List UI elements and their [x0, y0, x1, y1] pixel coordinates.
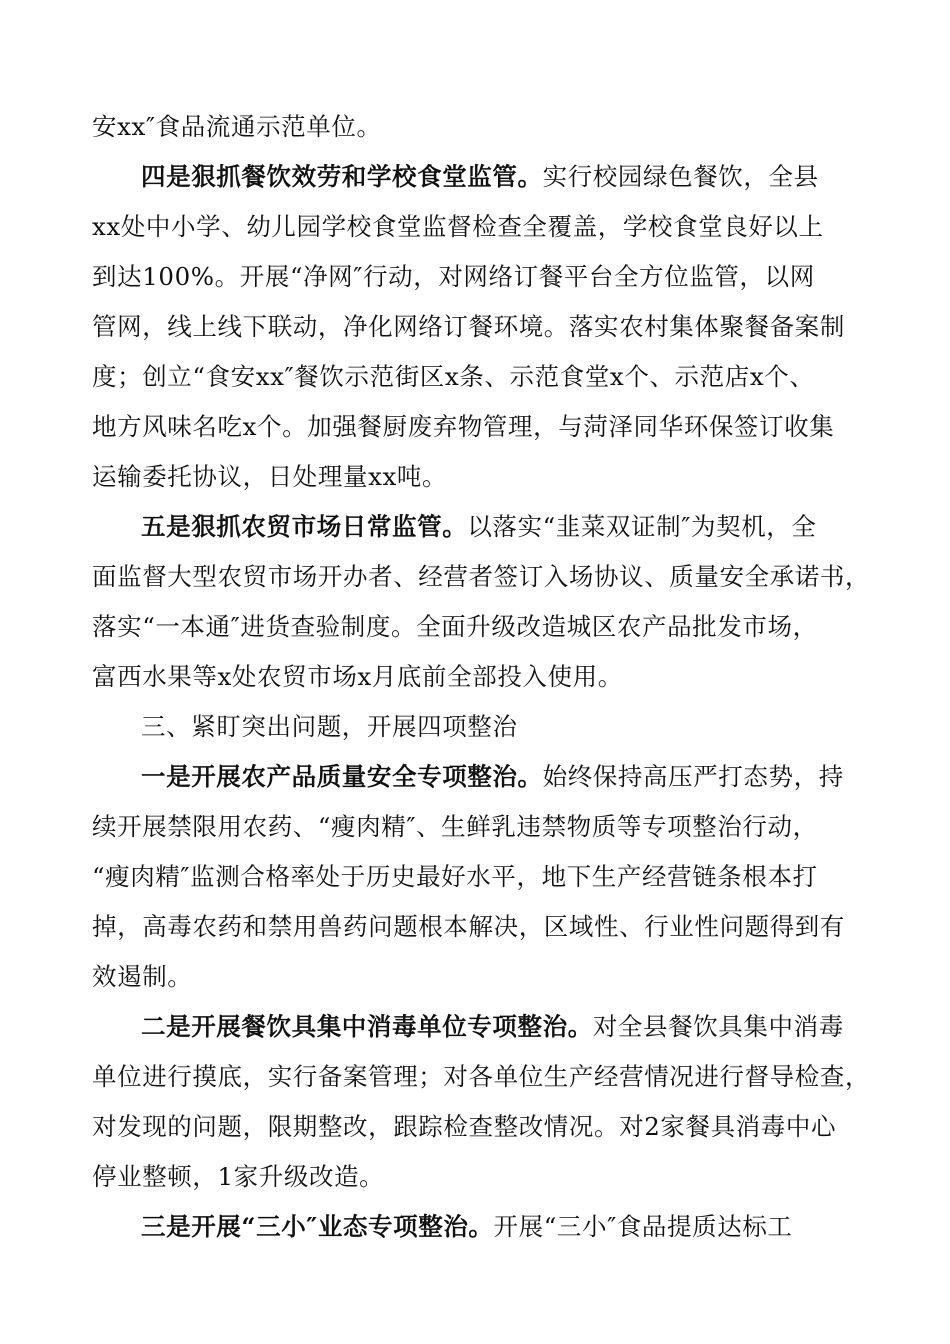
paragraph-line: 地方风味名吃x个。加强餐厨废弃物管理，与菏泽同华环保签订收集: [92, 412, 835, 441]
paragraph-heading: 五是狠抓农贸市场日常监管。: [141, 512, 468, 541]
paragraph-line: 三是开展“三小″业态专项整治。开展“三小″食品提质达标工: [141, 1212, 793, 1241]
paragraph-line: 四是狠抓餐饮效劳和学校食堂监管。实行校园绿色餐饮，全县: [141, 162, 819, 191]
paragraph-line: 效遏制。: [92, 962, 193, 991]
paragraph-heading: 三是开展“三小″业态专项整治。: [141, 1212, 494, 1241]
paragraph-heading: 一是开展农产品质量安全专项整治。: [141, 762, 543, 791]
paragraph-line: 掉，高毒农药和禁用兽药问题根本解决，区域性、行业性问题得到有: [92, 912, 845, 941]
paragraph-line: 管网，线上线下联动，净化网络订餐环境。落实农村集体聚餐备案制: [92, 312, 845, 341]
paragraph-line: 五是狠抓农贸市场日常监管。以落实“韭菜双证制″为契机，全: [141, 512, 817, 541]
paragraph-line: “瘦肉精″监测合格率处于历史最好水平，地下生产经营链条根本打: [92, 862, 818, 891]
paragraph-line: 续开展禁限用农药、“瘦肉精″、生鲜乳违禁物质等专项整治行动，: [92, 812, 818, 841]
paragraph-line: xx处中小学、幼儿园学校食堂监督检查全覆盖，学校食堂良好以上: [92, 212, 824, 241]
paragraph-line: 到达100%。开展“净网″行动，对网络订餐平台全方位监管，以网: [92, 262, 815, 291]
paragraph-line: 运输委托协议，日处理量xx吨。: [92, 462, 448, 491]
paragraph-line: 对发现的问题，限期整改，跟踪检查整改情况。对2家餐具消毒中心: [92, 1112, 837, 1141]
section-heading: 三、紧盯突出问题，开展四项整治: [141, 712, 518, 741]
paragraph-line: 富西水果等x处农贸市场x月底前全部投入使用。: [92, 662, 623, 691]
paragraph-line: 面监督大型农贸市场开办者、经营者签订入场协议、质量安全承诺书，: [92, 562, 871, 591]
paragraph-line: 一是开展农产品质量安全专项整治。始终保持高压严打态势，持: [141, 762, 844, 791]
paragraph-line: 落实“一本通″进货查验制度。全面升级改造城区农产品批发市场，: [92, 612, 818, 641]
paragraph-line: 二是开展餐饮具集中消毒单位专项整治。对全县餐饮具集中消毒: [141, 1012, 844, 1041]
paragraph-line: 停业整顿，1家升级改造。: [92, 1162, 385, 1191]
paragraph-line: 安xx″食品流通示范单位。: [92, 112, 382, 141]
paragraph-line: 度；创立“食安xx″餐饮示范街区x条、示范食堂x个、示范店x个、: [92, 362, 815, 391]
paragraph-heading: 四是狠抓餐饮效劳和学校食堂监管。: [141, 162, 543, 191]
paragraph-line: 单位进行摸底，实行备案管理；对各单位生产经营情况进行督导检查，: [92, 1062, 871, 1091]
paragraph-heading: 二是开展餐饮具集中消毒单位专项整治。: [141, 1012, 593, 1041]
document-page: [92, 102, 872, 1252]
